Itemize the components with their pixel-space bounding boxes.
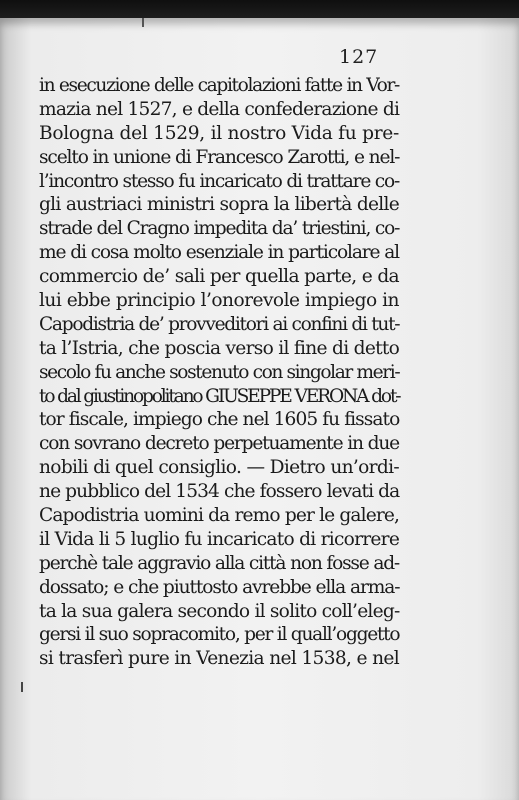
text-line: Bologna del 1529, il nostro Vida fu pre- xyxy=(39,122,399,144)
book-page xyxy=(0,18,519,800)
text-line: con sovrano decreto perpetuamente in due xyxy=(39,433,399,455)
printer-mark xyxy=(142,18,144,27)
page-number: 127 xyxy=(339,46,379,68)
text-line: Capodistria de’ provveditori ai confini di tut- xyxy=(39,313,400,335)
margin-mark xyxy=(21,682,23,692)
text-line: strade del Cragno impedita da’ triestini, co- xyxy=(39,218,400,240)
text-line: ta l’Istria, che poscia verso il fine di detto xyxy=(39,337,400,359)
text-line: dossato; e che piuttosto avrebbe ella arma- xyxy=(39,576,400,598)
text-line: to dal giustinopolitano GIUSEPPE VERONA dot- xyxy=(39,385,400,407)
text-line: il Vida li 5 luglio fu incaricato di ricorrere xyxy=(39,528,400,550)
text-line: commercio de’ sali per quella parte, e da xyxy=(39,266,399,288)
text-line: me di cosa molto esenziale in particolare al xyxy=(39,242,399,264)
text-line: gersi il suo sopracomito, per il quall’oggetto xyxy=(39,624,400,646)
text-line: tor fiscale, impiego che nel 1605 fu fissato xyxy=(39,409,400,431)
text-line: lui ebbe principio l’onorevole impiego in xyxy=(39,290,399,312)
text-line: si trasferì pure in Venezia nel 1538, e nel xyxy=(39,648,399,670)
text-line: Capodistria uomini da remo per le galere, xyxy=(39,505,399,527)
text-line: scelto in unione di Francesco Zarotti, e nel- xyxy=(39,146,400,168)
text-line: nobili di quel consiglio. — Dietro un’ordi- xyxy=(39,457,399,479)
text-line: in esecuzione delle capitolazioni fatte in Vor- xyxy=(39,75,399,96)
text-line: l’incontro stesso fu incaricato di trattare co- xyxy=(39,170,400,192)
text-line: ne pubblico del 1534 che fossero levati da xyxy=(39,481,400,503)
text-line: mazia nel 1527, e della confederazione di xyxy=(39,98,400,120)
text-line: perchè tale aggravio alla città non fosse ad- xyxy=(39,552,399,574)
text-line: secolo fu anche sostenuto con singolar meri- xyxy=(39,361,400,383)
body-text xyxy=(39,74,399,671)
text-line: ta la sua galera secondo il solito coll’eleg- xyxy=(39,600,400,622)
text-line: gli austriaci ministri sopra la libertà delle xyxy=(39,194,399,216)
